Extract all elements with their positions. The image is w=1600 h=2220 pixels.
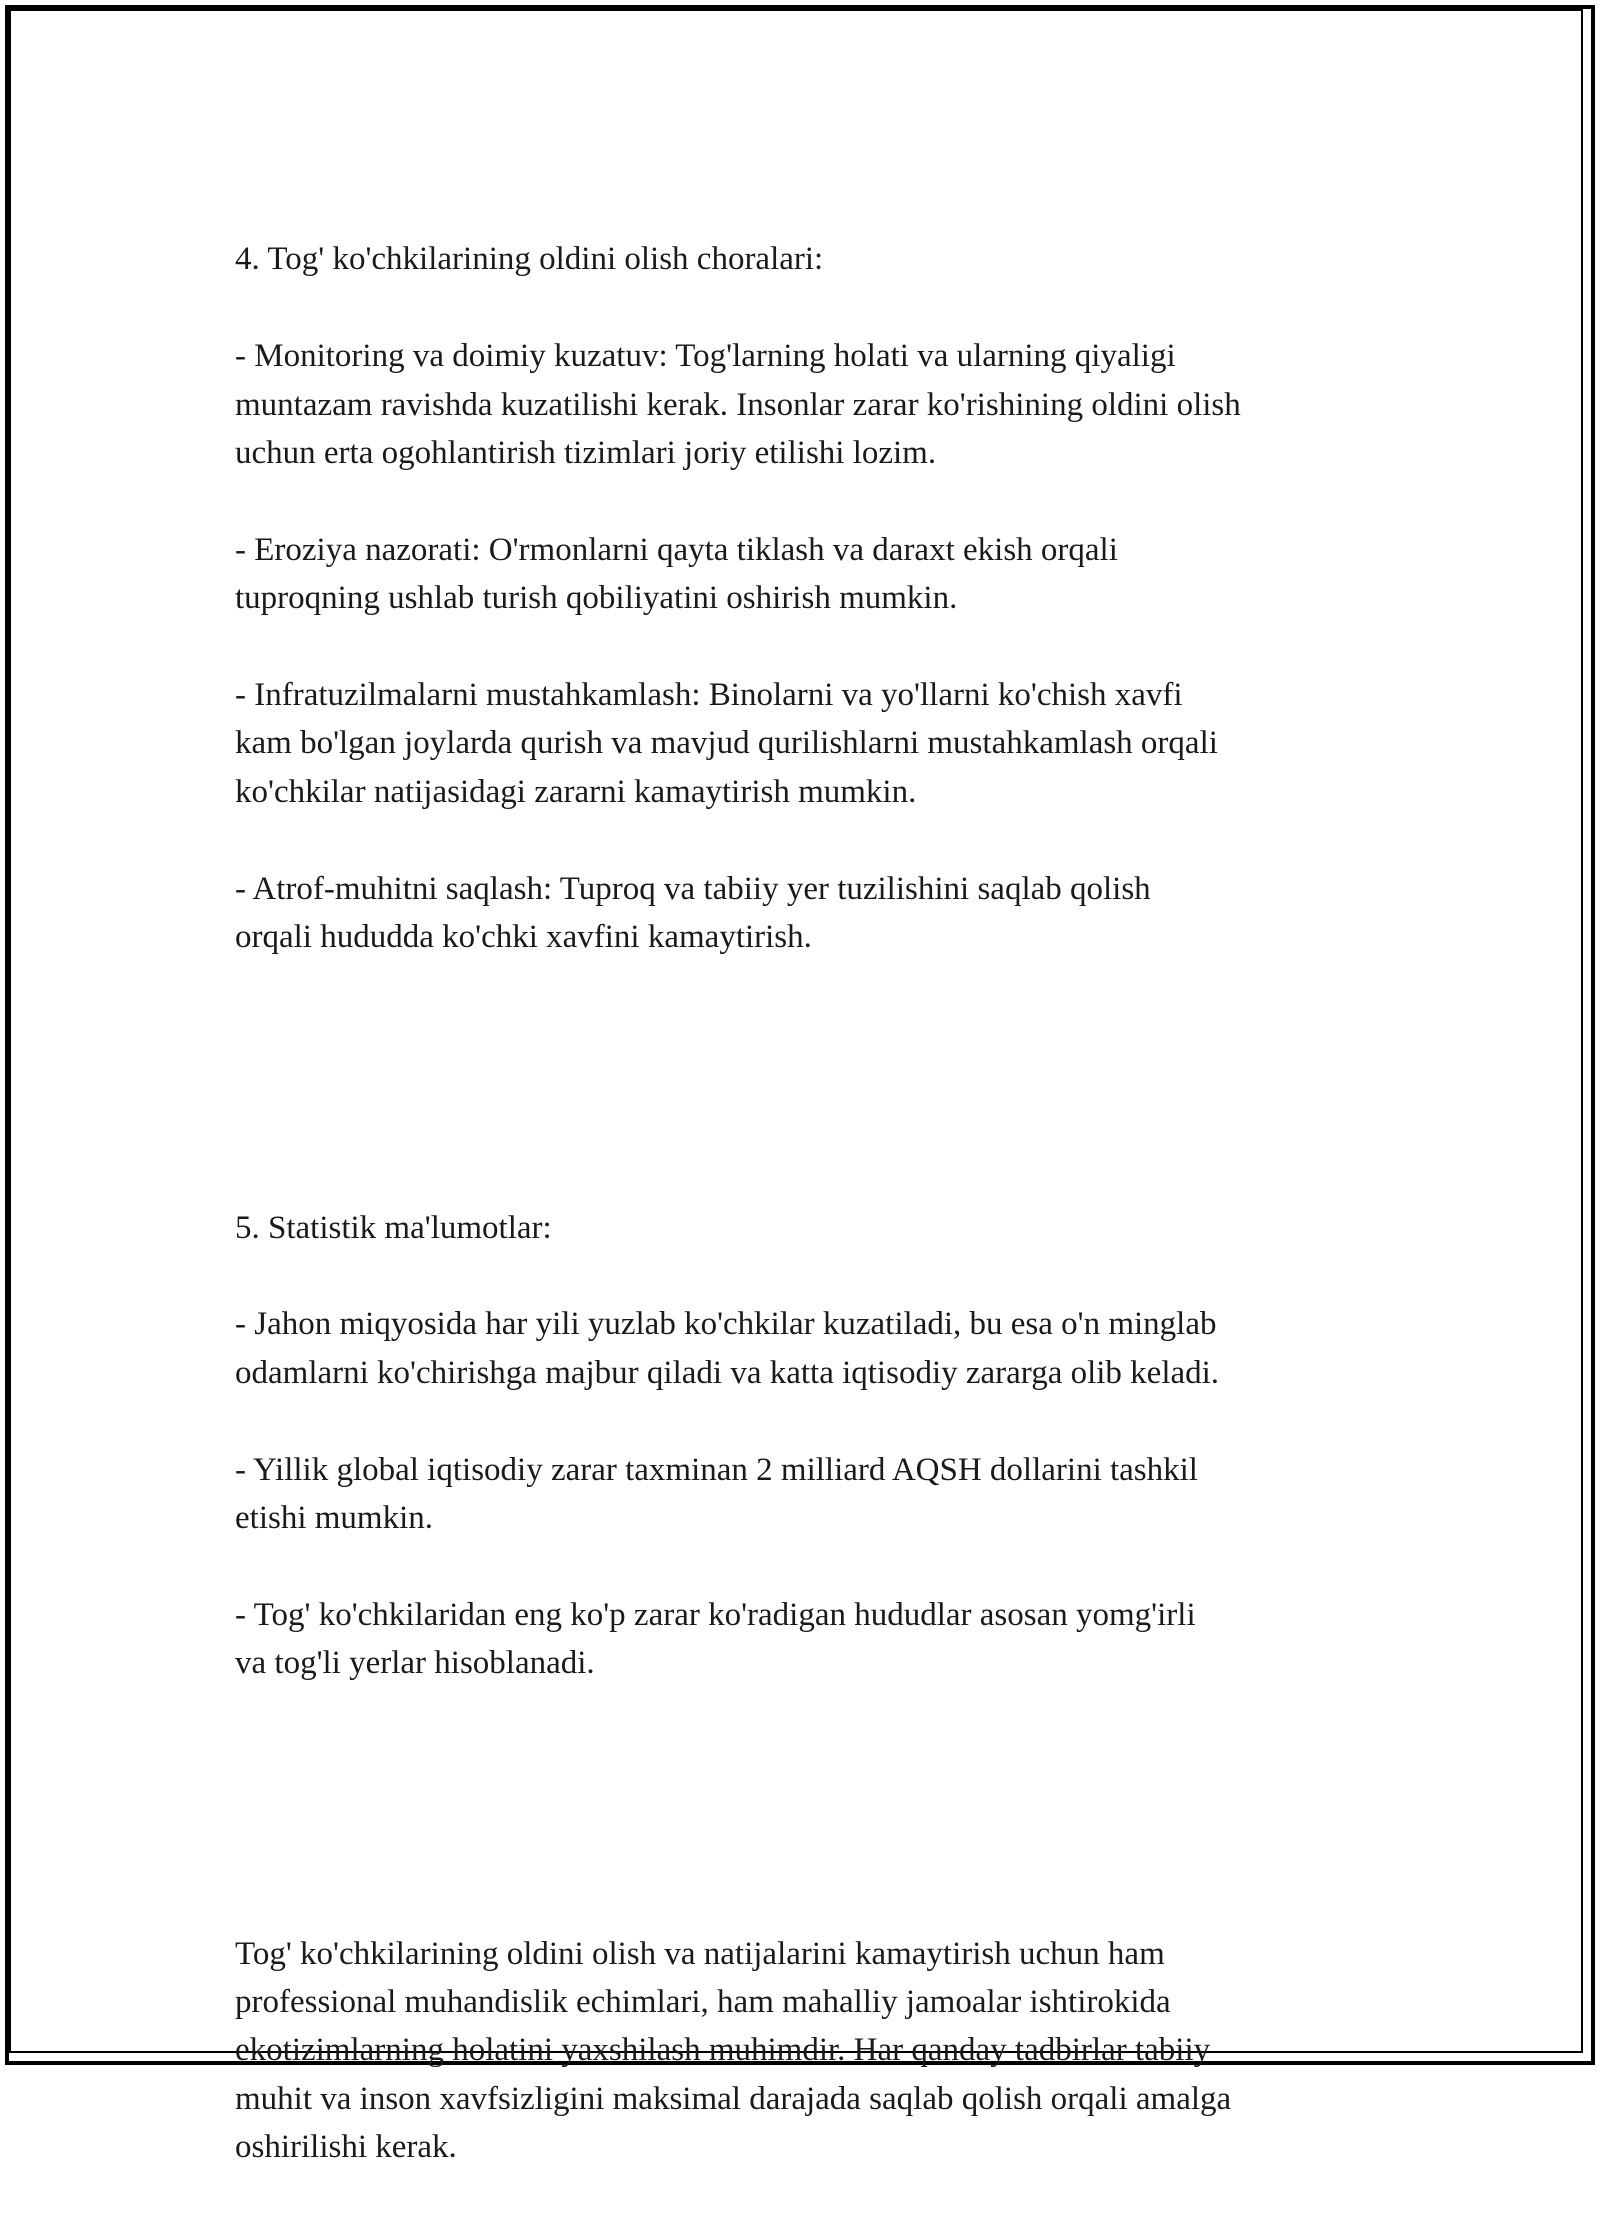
section-4-item-monitoring: - Monitoring va doimiy kuzatuv: Tog'larning holati va ularning qiyaligi muntazam ravishda kuzatilishi kerak. Insonlar zarar ko'rishining oldini olish uchun erta ogohlantirish tizimlari joriy etilishi lozim. [235, 338, 1241, 472]
section-4-heading: 4. Tog' ko'chkilarining oldini olish choralari: [235, 241, 824, 278]
section-5-item-global: - Jahon miqyosida har yili yuzlab ko'chkilar kuzatiladi, bu esa o'n minglab odamlarni ko'chirishga majbur qiladi va katta iqtisodiy zararga olib keladi. [235, 1306, 1220, 1391]
section-5-item-regions: - Tog' ko'chkilaridan eng ko'p zarar ko'radigan hududlar asosan yomg'irli va tog'li yerlar hisoblanadi. [235, 1596, 1196, 1682]
conclusion-paragraph: Tog' ko'chkilarining oldini olish va natijalarini kamaytirish uchun ham professional muhandislik echimlari, ham mahalliy jamoalar ishtirokida ekotizimlarning holatini yaxshilash muhimdir. Har qanday tadbirlar tabiiy muhit va inson xavfsizligini maksimal darajada saqlab qolish orqali amalga oshirilishi kerak. [235, 1935, 1232, 2166]
section-5-item-economic: - Yillik global iqtisodiy zarar taxminan 2 milliard AQSH dollarini tashkil etishi mumkin. [235, 1451, 1198, 1536]
paragraph-spacer [235, 1058, 1415, 1106]
section-4-item-environment: - Atrof-muhitni saqlash: Tuproq va tabiiy yer tuzilishini saqlab qolish orqali hududda ko'chki xavfini kamaytirish. [235, 870, 1151, 956]
paragraph-spacer [235, 1784, 1415, 1832]
section-4-item-erosion: - Eroziya nazorati: O'rmonlarni qayta tiklash va daraxt ekish orqali tuproqning ushlab turish qobiliyatini oshirish mumkin. [235, 531, 1118, 617]
section-4-item-infrastructure: - Infratuzilmalarni mustahkamlash: Binolarni va yo'llarni ko'chish xavfi kam bo'lgan joylarda qurish va mavjud qurilishlarni mustahkamlash orqali ko'chkilar natijasidagi zararni kamaytirish mumkin. [235, 677, 1218, 810]
section-5-heading: 5. Statistik ma'lumotlar: [235, 1209, 552, 1246]
document-body [235, 187, 1415, 2220]
